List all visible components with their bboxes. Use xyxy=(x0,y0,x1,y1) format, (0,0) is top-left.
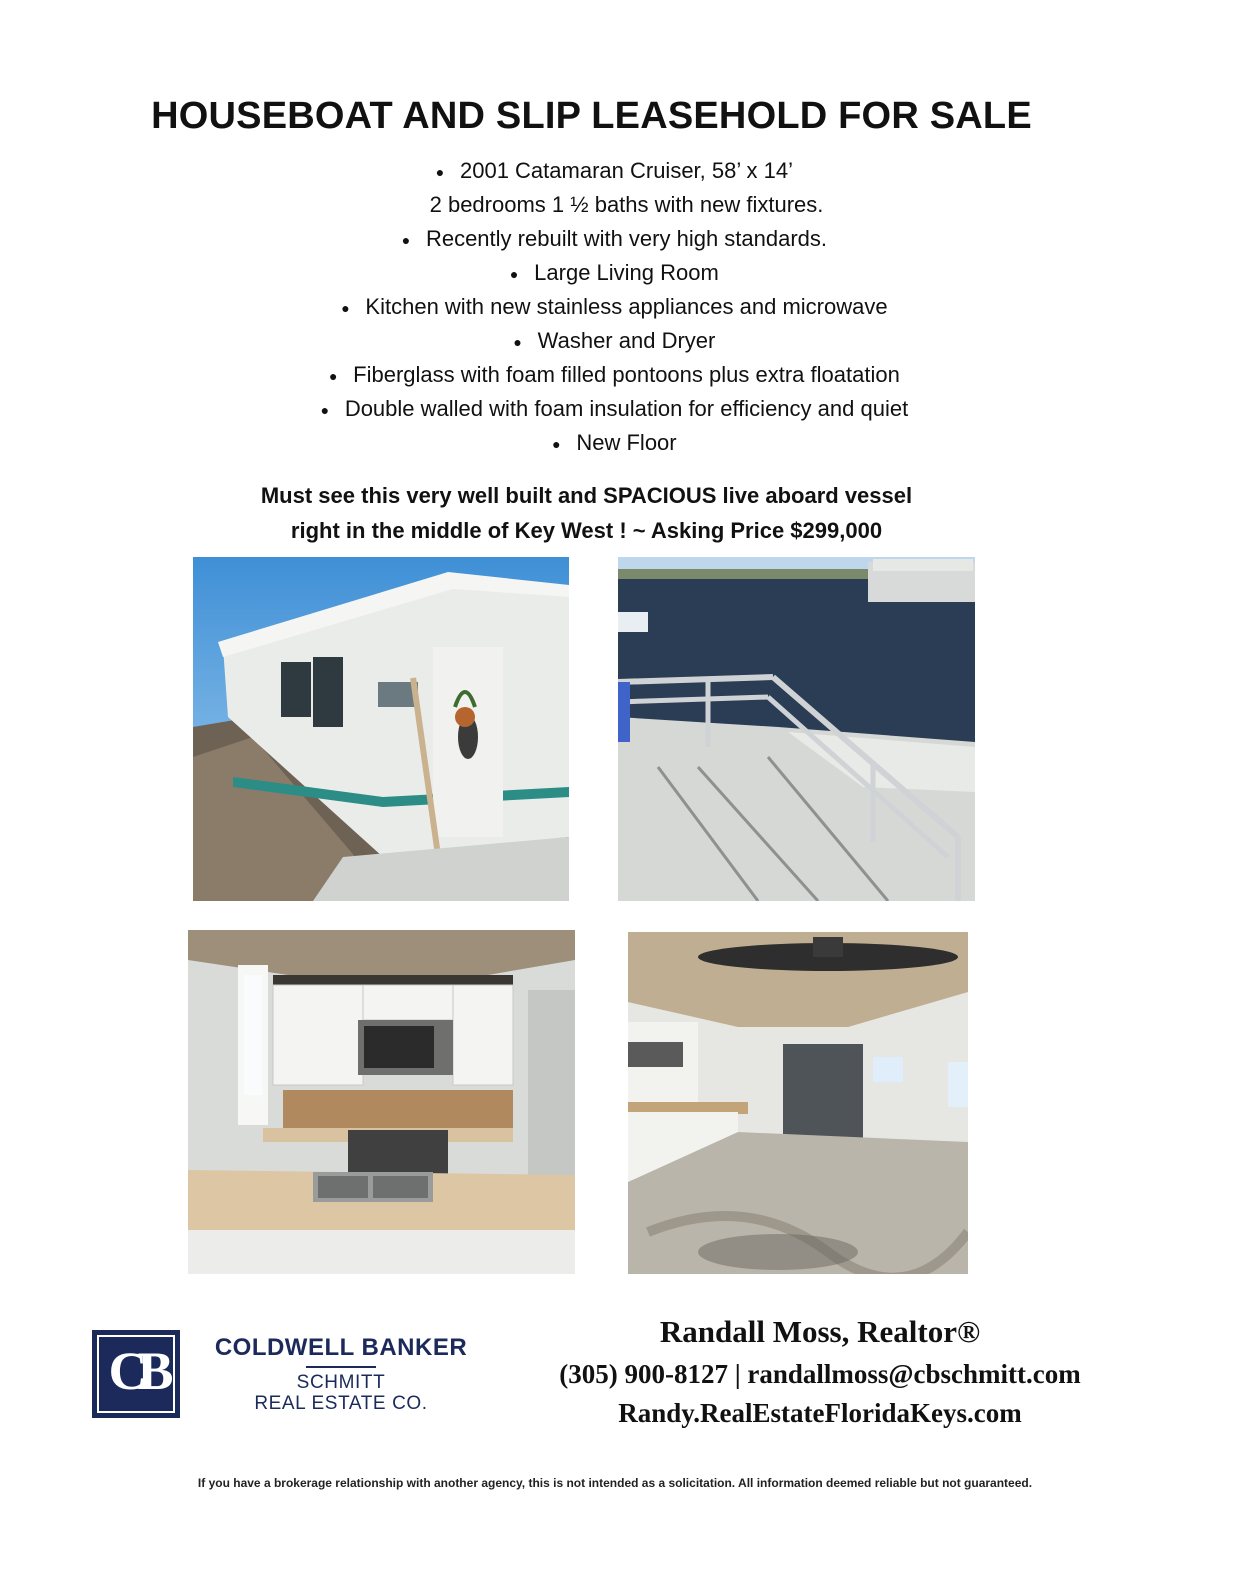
flyer-title: HOUSEBOAT AND SLIP LEASEHOLD FOR SALE xyxy=(151,95,1032,137)
feature-item: ● Recently rebuilt with very high standards. xyxy=(0,222,1213,256)
feature-item: ● 2001 Catamaran Cruiser, 58’ x 14’ xyxy=(0,154,1213,188)
bullet-icon: ● xyxy=(341,300,350,317)
feature-item: ● Fiberglass with foam filled pontoons plus extra floatation xyxy=(0,358,1213,392)
legal-disclaimer: If you have a brokerage relationship with another agency, this is not intended as a solicitation. All information deemed reliable but not guaranteed. xyxy=(197,1476,1033,1490)
bullet-icon: ● xyxy=(435,164,445,181)
feature-item: ● Washer and Dryer xyxy=(0,324,1213,358)
logo-monogram: CB xyxy=(108,1341,164,1401)
feature-item: 2 bedrooms 1 ½ baths with new fixtures. xyxy=(429,192,824,217)
bullet-icon: ● xyxy=(328,368,338,385)
logo-company-type: REAL ESTATE CO. xyxy=(254,1393,428,1414)
tagline-line-2: right in the middle of Key West ! ~ Asking Price $299,000 xyxy=(290,518,883,543)
bullet-icon: ● xyxy=(552,436,561,453)
tagline xyxy=(0,478,1173,548)
feature-item: ● New Floor xyxy=(0,426,1213,460)
bullet-icon: ● xyxy=(320,402,330,419)
agent-contact-block xyxy=(505,1310,1135,1432)
feature-item: ● Double walled with foam insulation for efficiency and quiet xyxy=(0,392,1213,426)
agent-website-link[interactable]: Randy.RealEstateFloridaKeys.com xyxy=(618,1398,1022,1428)
coldwell-banker-logo-text xyxy=(196,1334,486,1414)
feature-item: ● Large Living Room xyxy=(0,256,1213,290)
agent-phone-email[interactable]: (305) 900-8127 | randallmoss@cbschmitt.com xyxy=(559,1359,1081,1389)
feature-list xyxy=(0,154,1213,460)
photo-houseboat-exterior xyxy=(193,557,569,901)
logo-divider xyxy=(306,1366,376,1368)
photo-kitchen xyxy=(188,930,575,1274)
tagline-line-1: Must see this very well built and SPACIOUS live aboard vessel xyxy=(260,483,913,508)
bullet-icon: ● xyxy=(513,334,522,351)
bullet-icon: ● xyxy=(509,266,519,283)
feature-item: ● Kitchen with new stainless appliances and microwave xyxy=(0,290,1213,324)
logo-brand-name: COLDWELL BANKER xyxy=(214,1334,468,1361)
photo-deck-water xyxy=(618,557,975,901)
logo-subname: SCHMITT xyxy=(296,1372,386,1393)
coldwell-banker-logo-mark xyxy=(92,1330,180,1418)
agent-name: Randall Moss, Realtor® xyxy=(659,1314,981,1349)
bullet-icon: ● xyxy=(401,232,411,249)
photo-living-room xyxy=(628,932,968,1274)
